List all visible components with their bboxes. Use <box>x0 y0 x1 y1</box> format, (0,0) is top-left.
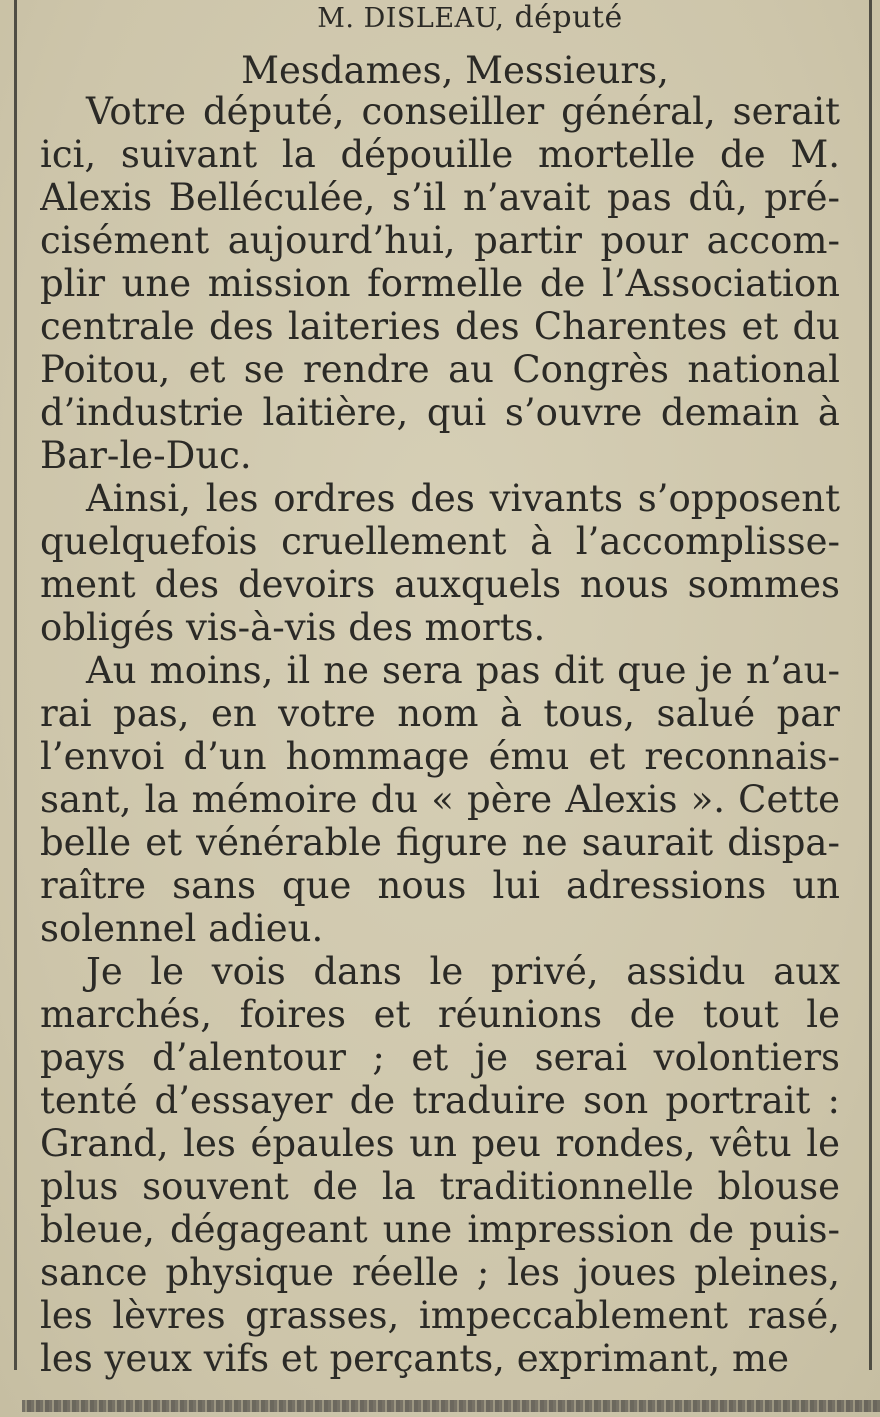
text-line: solennel adieu. <box>40 907 324 950</box>
speaker-role: député <box>514 0 623 35</box>
text-line: raître sans que nous lui adressions un <box>40 864 840 907</box>
paragraph <box>40 950 840 1380</box>
text-line: sant, la mémoire du « père Alexis ». Cette <box>40 778 840 821</box>
text-line: Je le vois dans le privé, assidu aux <box>86 950 840 993</box>
text-line: plir une mission formelle de l’Association <box>40 262 840 305</box>
text-line: Ainsi, les ordres des vivants s’opposent <box>86 477 840 520</box>
paragraph <box>40 477 840 649</box>
paragraph <box>40 90 840 477</box>
text-line: ici, suivant la dépouille mortelle de M. <box>40 133 840 176</box>
column-rule-right <box>869 0 872 1370</box>
text-line: tenté d’essayer de traduire son portrait : <box>40 1079 840 1122</box>
text-line: pays d’alentour ; et je serai volontiers <box>40 1036 840 1079</box>
salutation: Mesdames, Messieurs, <box>241 49 669 92</box>
speaker-heading <box>100 0 840 38</box>
text-line: plus souvent de la traditionnelle blouse <box>40 1165 840 1208</box>
text-line: les yeux vifs et perçants, exprimant, me <box>40 1337 790 1380</box>
text-line: cisément aujourd’hui, partir pour accom- <box>40 219 840 262</box>
text-line: Alexis Belléculée, s’il n’avait pas dû, pré- <box>40 176 840 219</box>
article-column <box>40 0 840 1380</box>
text-line: ment des devoirs auxquels nous sommes <box>40 563 840 606</box>
text-line: Votre député, conseiller général, serait <box>86 90 840 133</box>
text-line: marchés, foires et réunions de tout le <box>40 993 840 1036</box>
paragraph <box>40 649 840 950</box>
speaker-name: M. DISLEAU, <box>317 3 505 34</box>
text-line: Poitou, et se rendre au Congrès national <box>40 348 840 391</box>
article-body <box>40 90 840 1380</box>
text-line: rai pas, en votre nom à tous, salué par <box>40 692 840 735</box>
text-line: quelquefois cruellement à l’accomplisse- <box>40 520 840 563</box>
text-line: les lèvres grasses, impeccablement rasé, <box>40 1294 840 1337</box>
text-line: centrale des laiteries des Charentes et du <box>40 305 840 348</box>
text-line: Bar-le-Duc. <box>40 434 252 477</box>
bottom-rule <box>22 1400 880 1412</box>
column-rule-left <box>14 0 17 1370</box>
text-line: sance physique réelle ; les joues pleines, <box>40 1251 840 1294</box>
text-line: l’envoi d’un hommage ému et reconnais- <box>40 735 840 778</box>
text-line: d’industrie laitière, qui s’ouvre demain à <box>40 391 840 434</box>
text-line: bleue, dégageant une impression de puis- <box>40 1208 840 1251</box>
text-line: obligés vis-à-vis des morts. <box>40 606 546 649</box>
text-line: belle et vénérable figure ne saurait dispa- <box>40 821 840 864</box>
text-line: Grand, les épaules un peu rondes, vêtu le <box>40 1122 840 1165</box>
text-line: Au moins, il ne sera pas dit que je n’au- <box>86 649 840 692</box>
